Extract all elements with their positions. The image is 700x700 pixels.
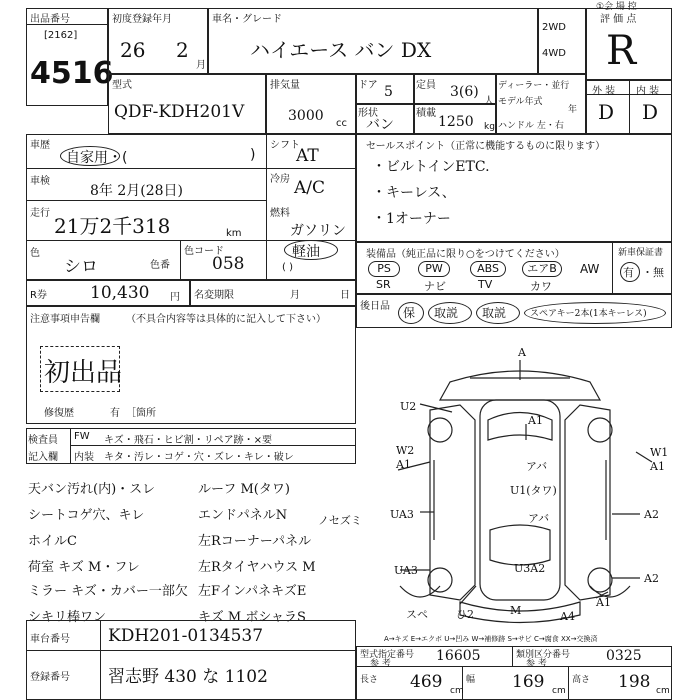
reg-year: 26 bbox=[120, 38, 146, 62]
typeno-label: 型式指定番号 bbox=[360, 650, 415, 660]
mileage-unit: km bbox=[226, 228, 242, 239]
inspector-in-items: キタ・汚レ・コゲ・穴・ズレ・キレ・破レ bbox=[104, 452, 294, 463]
history-close: ) bbox=[250, 147, 256, 163]
equip-leather: カワ bbox=[530, 280, 552, 293]
chassis-value: KDH201-0134537 bbox=[108, 626, 264, 646]
diagram-mark-hi2: ひ2 bbox=[456, 608, 474, 621]
fuel-label: 燃料 bbox=[270, 208, 290, 219]
inspector-fw: FW bbox=[74, 431, 90, 442]
door-label: ドア bbox=[358, 80, 378, 91]
load-unit: kg bbox=[484, 122, 495, 132]
rating-value: R bbox=[606, 28, 637, 74]
comment-left-4: 荷室 キズ M・フレ bbox=[28, 560, 140, 575]
equip-aw: AW bbox=[580, 262, 600, 276]
hgt-label: 高さ bbox=[572, 675, 591, 685]
dealer-label: ディーラー・並行 bbox=[498, 81, 570, 91]
fuel-paren: ( ) bbox=[282, 262, 293, 273]
retrofit-item-2: 取説 bbox=[434, 306, 459, 320]
diagram-mark-abag-1: アバ bbox=[526, 460, 548, 473]
fuel-gas: ガソリン bbox=[290, 223, 346, 239]
diagram-mark-a1-bottom: A1 bbox=[596, 596, 611, 609]
diagram-mark-a1-left: A1 bbox=[396, 458, 411, 471]
cap-label: 定員 bbox=[416, 80, 436, 91]
len-unit: cm bbox=[450, 686, 464, 696]
handle-label: ハンドル 左・右 bbox=[498, 121, 564, 131]
diagram-mark-ua3-bottom: UA3 bbox=[394, 564, 418, 577]
reg-number-label: 登録番号 bbox=[30, 672, 70, 683]
equip-pw: PW bbox=[418, 261, 450, 277]
repair-value: 有 bbox=[110, 408, 120, 419]
len-value: 469 bbox=[410, 672, 443, 692]
comment-right-4: 左Rタイヤハウス M bbox=[198, 560, 316, 575]
comment-right-2: エンドパネルN bbox=[198, 508, 288, 523]
reg-month-unit: 月 bbox=[196, 60, 206, 71]
diagram-mark-a: A bbox=[518, 346, 526, 359]
diagram-mark-spare: スペ bbox=[406, 608, 428, 621]
history-label: 車歴 bbox=[30, 140, 50, 151]
model-label: 型式 bbox=[112, 80, 132, 91]
comment-left-1: 天バン汚れ(内)・スレ bbox=[28, 482, 156, 497]
meigi-label: 名変期限 bbox=[194, 290, 234, 301]
diagram-mark-a4: A4 bbox=[560, 610, 575, 623]
diagram-mark-w2: W2 bbox=[396, 444, 415, 457]
diagram-mark-m: M bbox=[510, 604, 522, 617]
retrofit-item-4: スペアキー2本(1本キーレス) bbox=[530, 309, 647, 319]
top-right-hint: ①会 場 控 bbox=[596, 2, 637, 12]
year-unit: 年 bbox=[568, 105, 578, 115]
warranty-yes: 有 bbox=[623, 266, 634, 279]
retrofit-label: 後日品 bbox=[360, 301, 390, 312]
reg-month: 2 bbox=[176, 38, 189, 62]
meigi-month: 月 bbox=[290, 290, 300, 301]
diagram-mark-a2-right: A2 bbox=[644, 508, 659, 521]
wid-label: 幅 bbox=[466, 675, 476, 685]
cap-value: 3(6) bbox=[450, 84, 479, 100]
comment-right-5: 左FインパネキズE bbox=[198, 584, 307, 599]
chassis-label: 車台番号 bbox=[30, 634, 70, 645]
comment-extra: ノセズミ bbox=[318, 514, 362, 527]
meigi-day: 日 bbox=[340, 290, 350, 301]
door-value: 5 bbox=[384, 84, 393, 100]
diagram-mark-u1: U1(タワ) bbox=[510, 484, 557, 497]
name-value: ハイエース バン DX bbox=[250, 38, 432, 62]
diagram-mark-ua3-left: UA3 bbox=[390, 508, 414, 521]
notes-stamp: 初出品 bbox=[44, 358, 123, 388]
classno-label: 類別区分番号 bbox=[516, 650, 571, 660]
equip-abs: ABS bbox=[470, 261, 506, 277]
diagram-mark-a1-top: A1 bbox=[528, 414, 543, 427]
inspection-label: 車検 bbox=[30, 176, 50, 187]
lot-sub: [2162] bbox=[44, 30, 78, 41]
hgt-unit: cm bbox=[656, 686, 670, 696]
repair-label: 修復歴 bbox=[44, 408, 74, 419]
ac-label: 冷房 bbox=[270, 174, 290, 185]
int-value: D bbox=[642, 100, 659, 124]
disp-label: 排気量 bbox=[270, 80, 300, 91]
sales-label: セールスポイント（正常に機能するものに限ります） bbox=[366, 141, 606, 152]
r-label: R券 bbox=[30, 290, 47, 301]
r-unit: 円 bbox=[170, 292, 180, 303]
equip-navi: ナビ bbox=[424, 280, 446, 293]
equip-ps: PS bbox=[368, 261, 400, 277]
damage-legend: A→キズ E→エクボ U→凹み W→補修跡 S→サビ C→腐食 XX→交換済 bbox=[384, 635, 598, 643]
comment-right-1: ルーフ M(タワ) bbox=[198, 482, 290, 497]
classno-value: 0325 bbox=[606, 648, 642, 664]
disp-value: 3000 bbox=[288, 108, 324, 124]
warranty-label: 新車保証書 bbox=[618, 248, 664, 258]
ext-value: D bbox=[598, 100, 615, 124]
classno-sub: 参 考 bbox=[526, 659, 547, 669]
name-label: 車名・グレード bbox=[212, 14, 282, 25]
equip-sr: SR bbox=[376, 278, 391, 291]
wid-value: 169 bbox=[512, 672, 545, 692]
typeno-sub: 参 考 bbox=[370, 659, 391, 669]
modelyear-label: モデル年式 bbox=[498, 97, 543, 107]
comment-right-3: 左Rコーナーパネル bbox=[198, 534, 312, 549]
notes-hint: （不具合内容等は具体的に記入して下さい） bbox=[126, 314, 326, 325]
inspection-value: 8年 2月(28日) bbox=[90, 183, 184, 199]
lot-number: 4516 bbox=[30, 56, 114, 91]
sales-item-3: ・1オーナー bbox=[372, 211, 451, 227]
sales-item-1: ・ビルトインETC. bbox=[372, 159, 490, 175]
int-label: 内 装 bbox=[636, 86, 660, 97]
model-value: QDF-KDH201V bbox=[114, 102, 245, 122]
reg-number-value: 習志野 430 な 1102 bbox=[108, 667, 268, 687]
mileage-value: 21万2千318 bbox=[54, 214, 171, 238]
diagram-mark-a1-right: A1 bbox=[650, 460, 665, 473]
equip-tv: TV bbox=[478, 278, 493, 291]
disp-unit: cc bbox=[336, 118, 347, 129]
diagram-mark-a2-bottom: A2 bbox=[644, 572, 659, 585]
comment-left-6: シキリ棒ワン bbox=[28, 610, 107, 625]
shape-value: バン bbox=[366, 117, 394, 133]
sales-item-2: ・キーレス、 bbox=[372, 185, 456, 201]
diagram-mark-u2: U2 bbox=[400, 400, 417, 413]
color-value: シロ bbox=[64, 257, 98, 277]
retrofit-item-1: 保 bbox=[403, 306, 416, 320]
warranty-no: ・無 bbox=[642, 266, 664, 279]
comment-left-5: ミラー キズ・カバー一部欠 bbox=[28, 584, 188, 599]
drive-2wd: 2WD bbox=[542, 22, 566, 33]
rating-label: 評 価 点 bbox=[600, 14, 637, 25]
reg-label: 初度登録年月 bbox=[112, 14, 172, 25]
ac-value: A/C bbox=[294, 178, 326, 198]
repair-place: ［箇所 bbox=[126, 408, 156, 419]
ext-label: 外 装 bbox=[592, 86, 616, 97]
load-label: 積載 bbox=[416, 108, 436, 119]
inspector-fw-items: キズ・飛石・ヒビ割・リペア跡・×要 bbox=[104, 435, 272, 446]
color-label: 色 bbox=[30, 248, 40, 259]
inspector-legend-label: 記入欄 bbox=[28, 452, 58, 463]
wid-unit: cm bbox=[552, 686, 566, 696]
diagram-mark-abag-2: アバ bbox=[528, 512, 550, 525]
r-value: 10,430 bbox=[90, 283, 150, 303]
typeno-value: 16605 bbox=[436, 648, 481, 664]
colornum-label: 色番 bbox=[150, 260, 170, 271]
lot-label: 出品番号 bbox=[30, 14, 70, 25]
load-value: 1250 bbox=[438, 114, 474, 130]
inspector-label: 検査員 bbox=[28, 435, 58, 446]
shift-label: シフト bbox=[270, 140, 300, 151]
comment-right-6: キズ M ボシャラS bbox=[198, 610, 306, 625]
inspector-in: 内装 bbox=[74, 452, 94, 463]
comment-left-2: シートコゲ穴、キレ bbox=[28, 508, 145, 523]
cap-unit: 人 bbox=[484, 96, 494, 107]
diagram-mark-u3a2: U3A2 bbox=[514, 562, 546, 575]
shape-label: 形状 bbox=[358, 108, 378, 119]
notes-label: 注意事項申告欄 bbox=[30, 314, 100, 325]
equipment-label: 装備品（純正品に限り○をつけてください） bbox=[366, 249, 565, 260]
len-label: 長さ bbox=[360, 675, 379, 685]
shift-value: AT bbox=[296, 146, 319, 166]
comment-left-3: ホイルC bbox=[28, 534, 77, 549]
colorcode-value: 058 bbox=[212, 254, 245, 274]
equip-airbag: エアB bbox=[522, 261, 562, 277]
drive-4wd: 4WD bbox=[542, 48, 566, 59]
retrofit-item-3: 取説 bbox=[482, 306, 507, 320]
diagram-mark-w1: W1 bbox=[650, 446, 669, 459]
fuel-diesel: 軽油 bbox=[292, 244, 320, 260]
colorcode-label: 色コード bbox=[184, 246, 224, 257]
history-value: 自家用・( bbox=[66, 150, 128, 166]
mileage-label: 走行 bbox=[30, 208, 50, 219]
hgt-value: 198 bbox=[618, 672, 651, 692]
